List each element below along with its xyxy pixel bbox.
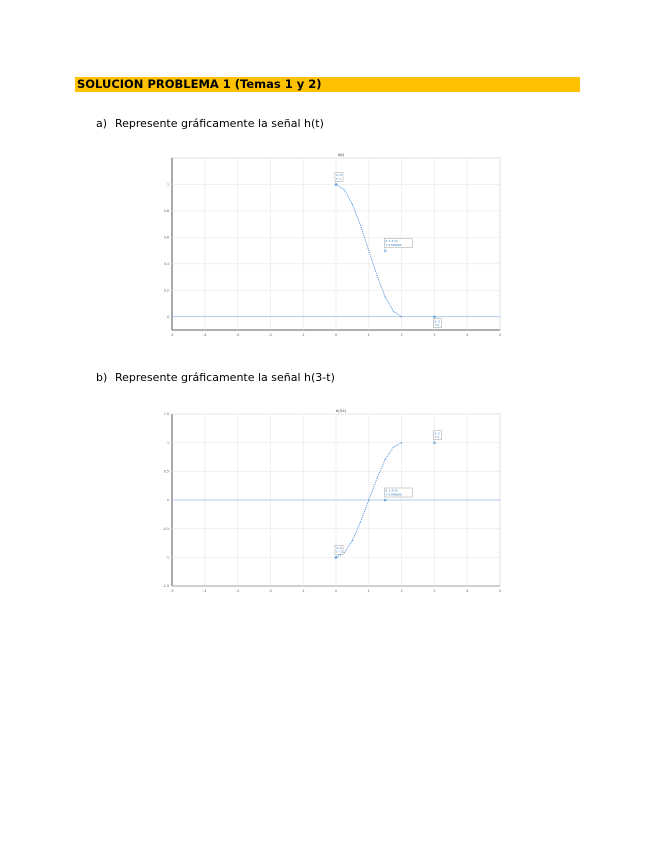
datatip-text: Y: 1 [336, 176, 341, 181]
datatip-text: Y: 0.500000 [385, 243, 402, 248]
x-tick-label: -4 [203, 333, 207, 337]
data-point [336, 557, 337, 558]
data-point [368, 500, 369, 501]
y-tick-label: 1.5 [163, 412, 169, 417]
datatip-text: Y: 0.000000 [385, 492, 402, 497]
x-tick-label: -1 [301, 333, 305, 337]
data-point [360, 225, 361, 226]
x-tick-label: 3 [433, 333, 436, 337]
data-point [385, 459, 386, 460]
data-point [368, 250, 369, 251]
x-tick-label: 1 [367, 333, 370, 337]
datatip-text: X: 3 [434, 319, 440, 324]
chart-title: h(t) [337, 153, 345, 157]
question-b [96, 371, 335, 385]
x-tick-label: 1 [367, 589, 370, 593]
datatip-text: Y: 1 [434, 435, 440, 440]
data-point [360, 521, 361, 522]
section-heading: SOLUCION PROBLEMA 1 (Temas 1 y 2) [75, 77, 580, 92]
y-tick-label: 0 [166, 498, 169, 503]
x-tick-label: 2 [400, 589, 403, 593]
y-tick-label: -1.5 [162, 584, 169, 589]
data-point [336, 184, 337, 185]
y-tick-label: -1 [165, 555, 169, 560]
datatip-text: X: 1.5 (h) [385, 488, 399, 493]
x-tick-label: -3 [236, 589, 240, 593]
x-tick-label: 5 [498, 589, 502, 593]
data-point [352, 540, 353, 541]
x-tick-label: -5 [170, 333, 174, 337]
datatip-marker [384, 250, 386, 252]
y-tick-label: 0.8 [163, 209, 169, 214]
data-point [352, 204, 353, 205]
x-tick-label: 0 [334, 589, 338, 593]
chart-title: h(3-t) [335, 409, 347, 413]
x-tick-label: 4 [466, 589, 469, 593]
data-point [393, 447, 394, 448]
data-point [344, 189, 345, 190]
y-tick-label: 0.5 [163, 469, 169, 474]
datatip-text: Y: -1 [336, 549, 342, 554]
data-point [377, 275, 378, 276]
data-point [401, 442, 402, 443]
question-a [96, 117, 324, 131]
datatip-text: X: 0 [336, 545, 342, 550]
y-tick-label: 1 [166, 182, 169, 187]
data-point [377, 478, 378, 479]
question-b-text: Represente gráficamente la señal h(3-t) [115, 371, 335, 384]
datatip-text: Y: 0 [434, 323, 440, 328]
data-point [385, 296, 386, 297]
y-tick-label: -0.5 [162, 526, 169, 531]
x-tick-label: 2 [400, 333, 403, 337]
data-point [344, 552, 345, 553]
question-b-label: b) [96, 371, 108, 384]
datatip-text: X: 0 [336, 173, 342, 178]
datatip-text: X: 1.5 (h) [385, 239, 399, 244]
x-tick-label: 3 [433, 589, 436, 593]
x-tick-label: -2 [268, 333, 272, 337]
x-tick-label: -1 [301, 589, 305, 593]
x-tick-label: -5 [170, 589, 174, 593]
x-tick-label: 4 [466, 333, 469, 337]
datatip-text: X: 3 [434, 431, 440, 436]
data-point [393, 311, 394, 312]
plot-h-3-minus-t [160, 404, 505, 596]
x-tick-label: -4 [203, 589, 207, 593]
y-tick-label: 1 [166, 440, 169, 445]
y-tick-label: 0.2 [163, 288, 169, 293]
x-tick-label: -3 [236, 333, 240, 337]
x-tick-label: 5 [498, 333, 502, 337]
x-tick-label: 0 [334, 333, 338, 337]
data-point [401, 316, 402, 317]
plot-h-t [160, 148, 505, 340]
y-tick-label: 0.6 [163, 235, 169, 240]
y-tick-label: 0.4 [163, 262, 169, 267]
question-a-text: Represente gráficamente la señal h(t) [115, 117, 324, 130]
y-tick-label: 0 [166, 314, 169, 319]
question-a-label: a) [96, 117, 108, 130]
x-tick-label: -2 [268, 589, 272, 593]
